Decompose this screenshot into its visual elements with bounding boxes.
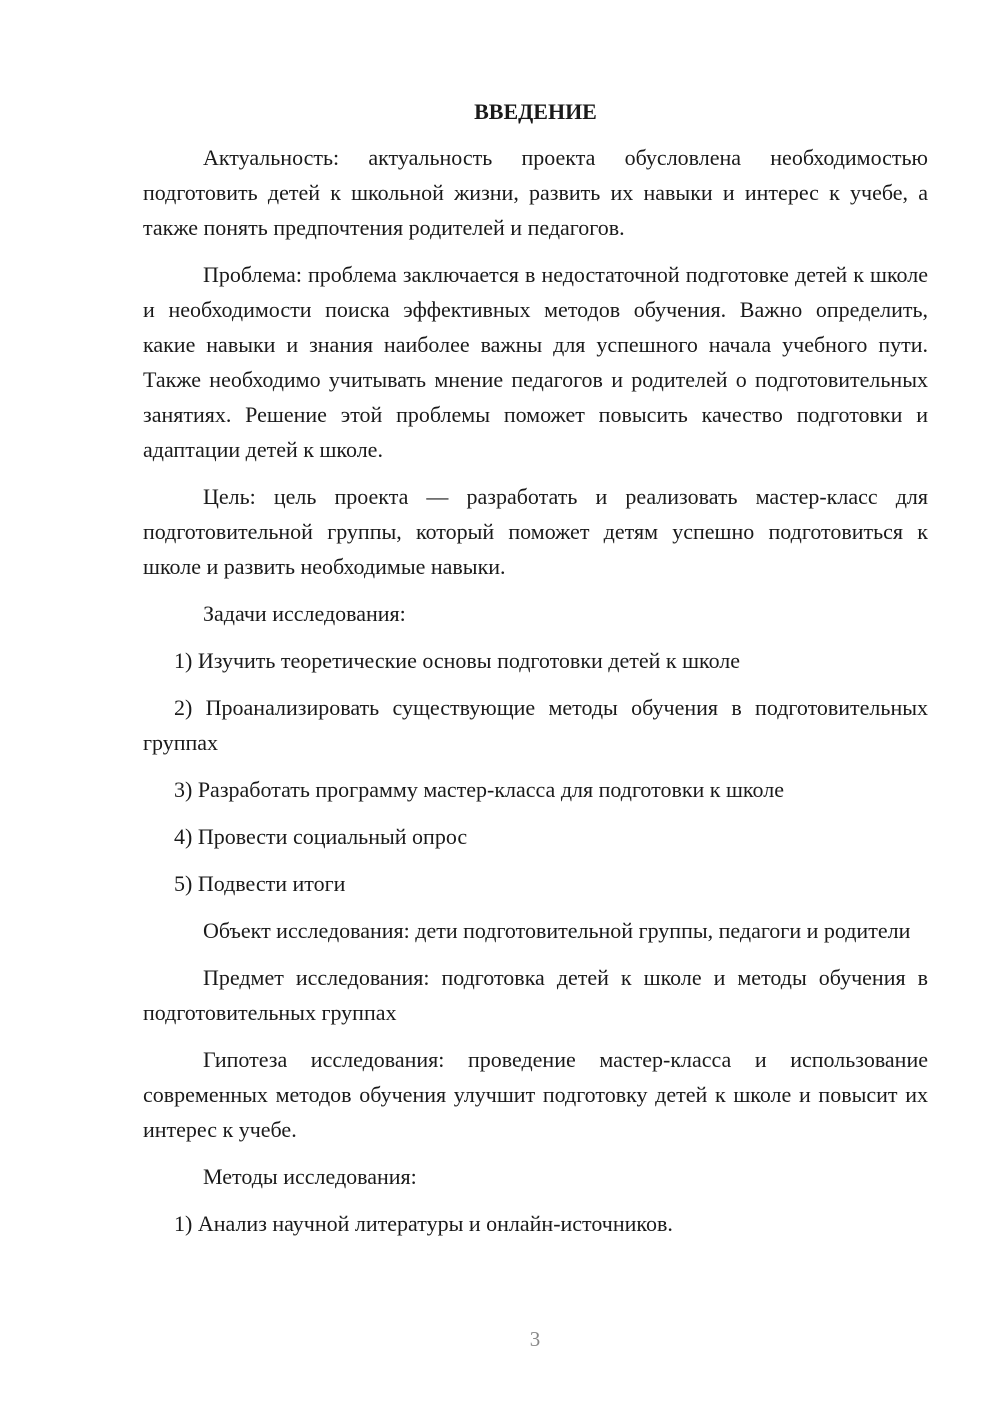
subject-paragraph: Предмет исследования: подготовка детей к школе и методы обучения в подготовительных группах <box>143 965 928 1025</box>
tasks-heading: Задачи исследования: <box>203 601 406 626</box>
relevance-paragraph: Актуальность: актуальность проекта обусловлена необходимостью подготовить детей к школьной жизни, развить их навыки и интерес к учебе, а также понять предпочтения родителей и педагогов. <box>143 145 928 240</box>
problem-paragraph: Проблема: проблема заключается в недостаточной подготовке детей к школе и необходимости поиска эффективных методов обучения. Важно определить, какие навыки и знания наиболее важны для успешного начала учебного пути. Также необходимо учитывать мнение педагогов и родителей о подготовительных занятиях. Решение этой проблемы поможет повысить качество подготовки и адаптации детей к школе. <box>143 262 928 462</box>
task-item-5: 5) Подвести итоги <box>174 871 346 896</box>
methods-heading: Методы исследования: <box>203 1164 417 1189</box>
task-item-2: 2) Проанализировать существующие методы обучения в подготовительных группах <box>143 695 928 755</box>
page-number: 3 <box>529 1327 541 1351</box>
page-content <box>143 96 928 1253</box>
task-item-1: 1) Изучить теоретические основы подготовки детей к школе <box>174 648 741 673</box>
section-heading: ВВЕДЕНИЕ <box>474 99 597 124</box>
goal-paragraph: Цель: цель проекта — разработать и реализовать мастер-класс для подготовительной группы, который поможет детям успешно подготовиться к школе и развить необходимые навыки. <box>143 484 928 579</box>
object-paragraph: Объект исследования: дети подготовительной группы, педагоги и родители <box>203 918 911 943</box>
hypothesis-paragraph: Гипотеза исследования: проведение мастер-класса и использование современных методов обучения улучшит подготовку детей к школе и повысит их интерес к учебе. <box>143 1047 928 1142</box>
method-item-1: 1) Анализ научной литературы и онлайн-источников. <box>174 1211 673 1236</box>
task-item-4: 4) Провести социальный опрос <box>174 824 468 849</box>
task-item-3: 3) Разработать программу мастер-класса для подготовки к школе <box>174 777 784 802</box>
